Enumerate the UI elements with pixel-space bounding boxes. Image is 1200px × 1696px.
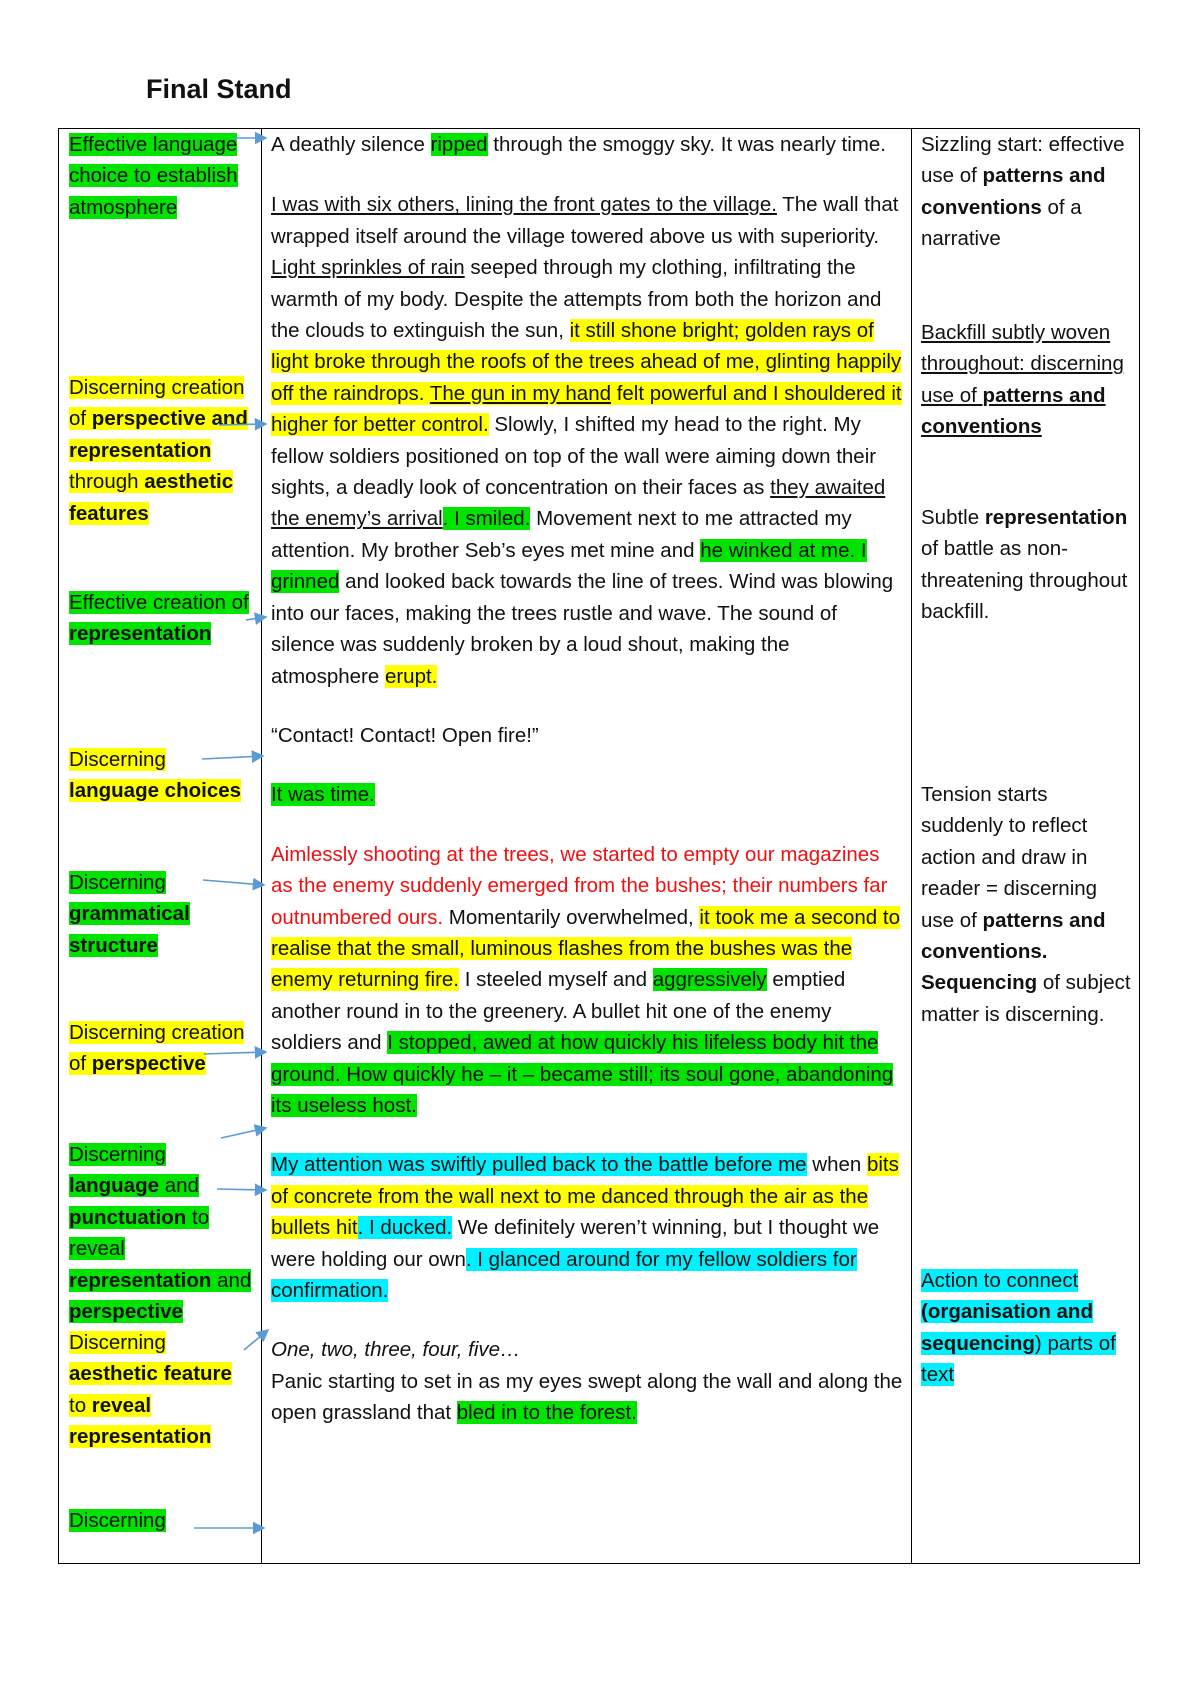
left-note <box>69 1139 253 1327</box>
text-run: and <box>159 1174 199 1198</box>
text-run: It was time. <box>271 783 375 807</box>
text-run: Subtle <box>921 506 985 529</box>
right-note <box>921 502 1135 628</box>
text-run: The wall that wrapped itself around the village towered above us with superiority. <box>271 193 899 248</box>
text-run: perspective <box>91 1052 206 1076</box>
text-run: and <box>211 1268 252 1292</box>
story-paragraph <box>271 129 903 160</box>
left-note <box>69 867 253 961</box>
text-run: . I ducked. <box>357 1216 453 1240</box>
text-run: reveal representation <box>69 1393 212 1449</box>
text-run: Sizzling start: effective use of <box>921 133 1125 188</box>
text-run: Discerning <box>69 1509 166 1532</box>
text-run: erupt. <box>384 664 438 688</box>
text-run: The gun in my hand <box>429 381 611 405</box>
text-run: he winked at me. I grinned <box>271 538 867 594</box>
text-run: language <box>69 1174 159 1198</box>
text-run: of a narrative <box>921 195 1082 251</box>
text-run: A deathly silence <box>271 133 431 156</box>
text-run: perspective and representation <box>69 407 248 462</box>
text-run: representation <box>984 506 1128 529</box>
text-run: I steeled myself and <box>459 968 653 992</box>
text-run: Effective creation of <box>69 591 249 614</box>
column-divider-left <box>261 129 262 1563</box>
text-run: Sequencing <box>921 971 1038 995</box>
left-note <box>69 1505 253 1536</box>
text-run: aesthetic feature <box>69 1362 232 1386</box>
text-run: “Contact! Contact! Open fire!” <box>271 723 539 747</box>
text-run: of battle as non-threatening throughout backfill. <box>921 537 1128 624</box>
text-run: aesthetic features <box>69 470 234 525</box>
right-note <box>921 779 1135 1030</box>
text-run: Aimlessly shooting at the trees, we started to empty our magazines as the enemy suddenly emerged from the bushes; their numbers far outnumbered ours. <box>271 842 888 929</box>
right-note <box>921 317 1135 443</box>
right-note <box>921 129 1135 255</box>
text-run: Movement next to me attracted my attention. My brother Seb’s eyes met mine and <box>271 507 852 562</box>
text-run: Discerning creation of <box>69 376 245 431</box>
left-note <box>69 129 253 223</box>
text-run: through <box>69 470 145 494</box>
text-run: One, two, three, four, five… <box>271 1338 521 1362</box>
text-run: ) parts of text <box>921 1331 1116 1387</box>
text-run: it still shone bright; golden rays of light broke through the roofs of the trees ahead of me, glinting happily off the raindrops. <box>271 319 902 405</box>
text-run: We definitely weren’t winning, but I thought we were holding our own <box>271 1216 880 1271</box>
text-run: Discerning <box>69 748 166 771</box>
text-run: perspective <box>69 1300 183 1324</box>
text-run: they awaited the enemy’s arrival <box>271 476 886 531</box>
text-run: My attention was swiftly pulled back to the battle before me <box>271 1153 807 1177</box>
text-run: aggressively <box>652 968 767 992</box>
text-run: seeped through my clothing, infiltrating the warmth of my body. Despite the attempts from both the horizon and the clouds to extinguish the sun, <box>271 256 882 343</box>
text-run: language choices <box>69 779 242 803</box>
text-run: to <box>69 1393 92 1417</box>
text-run: . I smiled. <box>442 507 531 531</box>
text-run: it took me a second to realise that the small, luminous flashes from the bushes was the enemy returning fire. <box>271 905 900 992</box>
left-note <box>69 1017 253 1080</box>
text-run: Discerning creation of <box>69 1021 245 1076</box>
text-run: Light sprinkles of rain <box>271 256 465 280</box>
story-paragraph <box>271 839 903 1122</box>
text-run: Backfill subtly woven throughout: discerning use of <box>921 321 1124 407</box>
text-run: Panic starting to set in as my eyes swept along the wall and along the open grassland that <box>271 1369 903 1425</box>
text-run: patterns and conventions <box>921 164 1106 219</box>
text-run: Discerning <box>69 1331 166 1354</box>
right-note <box>921 1265 1135 1391</box>
text-run: I stopped, awed at how quickly his lifeless body hit the ground. How quickly he – it – became still; its soul gone, abandoning its useless host. <box>271 1031 894 1117</box>
text-run: (organisation and sequencing <box>921 1300 1093 1355</box>
text-run: when <box>806 1153 867 1177</box>
text-run: through the smoggy sky. It was nearly time. <box>487 133 886 156</box>
text-run: patterns and conventions. <box>921 908 1106 964</box>
text-run: Momentarily overwhelmed, <box>443 905 700 929</box>
story-paragraph <box>271 779 903 810</box>
text-run: ripped <box>430 133 488 156</box>
story-column <box>271 129 903 1429</box>
text-run: I was with six others, lining the front gates to the village. <box>271 193 777 217</box>
text-run: to reveal <box>69 1205 210 1261</box>
left-note <box>69 1327 253 1453</box>
text-run: grammatical structure <box>69 902 190 957</box>
text-run: and looked back towards the line of trees. Wind was blowing into our faces, making the trees rustle and wave. The sound of silence was suddenly broken by a loud shout, making the atmosphere <box>271 570 894 688</box>
page-title: Final Stand <box>146 74 292 104</box>
column-divider-right <box>911 129 912 1563</box>
left-note <box>69 744 253 807</box>
text-run: Discerning <box>69 871 166 894</box>
left-note <box>69 587 253 650</box>
text-run: emptied another round in to the greenery. A bullet hit one of the enemy soldiers and <box>271 968 846 1055</box>
story-paragraph <box>271 720 903 751</box>
text-run: Slowly, I shifted my head to the right. My fellow soldiers positioned on top of the wall were aiming down their sights, a deadly look of concentration on their faces as <box>271 413 877 500</box>
text-run: . I glanced around for my fellow soldiers for confirmation. <box>271 1247 857 1302</box>
text-run: punctuation <box>69 1205 187 1229</box>
text-run: of subject matter is discerning. <box>921 971 1131 1026</box>
text-run: Effective language choice to establish atmosphere <box>69 133 238 219</box>
story-paragraph <box>271 1149 903 1306</box>
story-paragraph <box>271 1334 903 1428</box>
annotation-table <box>58 128 1140 1564</box>
text-run: bits of concrete from the wall next to me danced through the air as the bullets hit <box>271 1153 899 1240</box>
text-run: felt powerful and I shouldered it higher for better control. <box>271 381 902 437</box>
text-run: patterns and conventions <box>921 383 1106 439</box>
text-run: Action to connect <box>921 1269 1079 1292</box>
text-run: representation <box>69 622 212 646</box>
text-run: Tension starts suddenly to reflect action and draw in reader = discerning use of <box>921 783 1098 932</box>
story-paragraph <box>271 189 903 692</box>
left-note <box>69 372 253 529</box>
text-run: representation <box>69 1268 212 1292</box>
text-run: bled in to the forest. <box>456 1401 637 1425</box>
text-run: Discerning <box>69 1143 166 1166</box>
